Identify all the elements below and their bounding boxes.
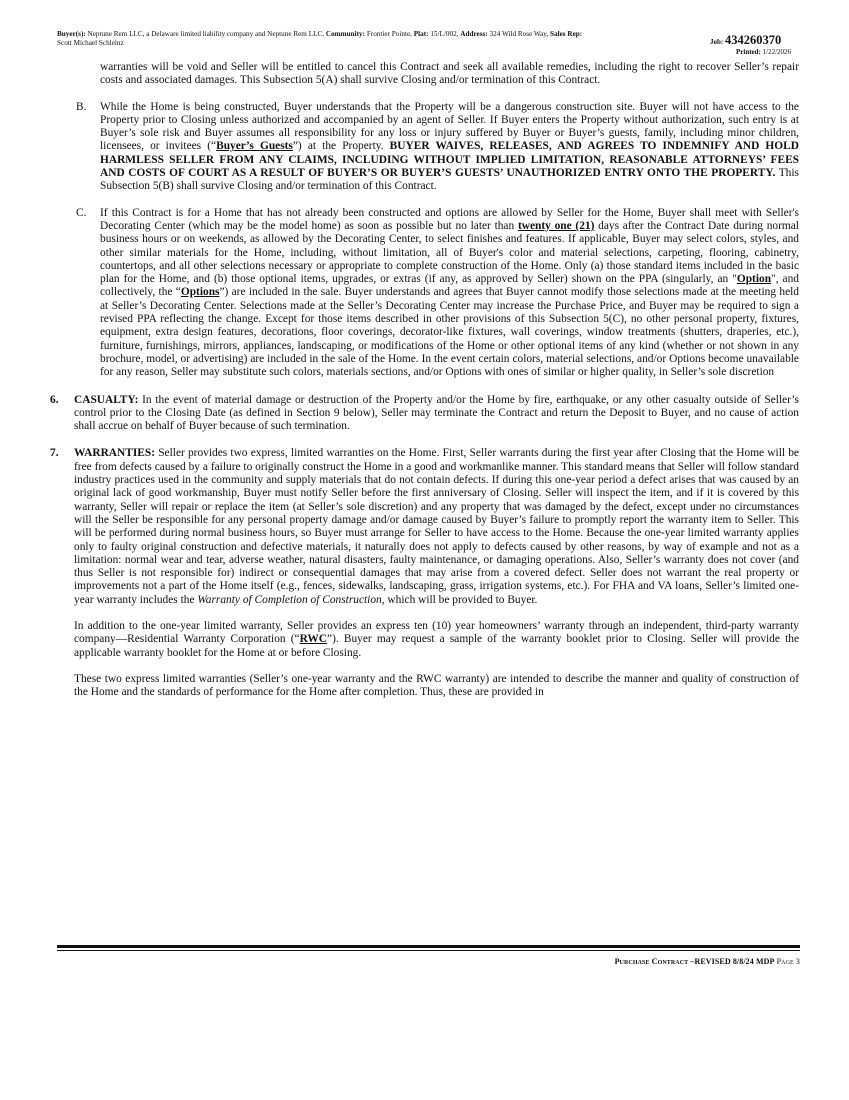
subsection-b-label: B. [76,100,87,113]
section-7-number: 7. [50,447,59,460]
options-term: Options [180,286,220,299]
buyers-guests-term: Buyer’s Guests [216,140,293,153]
section-7-warranties: 7. WARRANTIES: Seller provides two express, limited warranties on the Home. First, Seller warrants during the first year after Closing that the Home will be free from defects caused by a failure to originally construct the Home in a good and workmanlike manner. This standard means that Seller will follow standard industry practices used in the community and supply materials that do not contain defects. If during this one-year period a defect arises that was caused by an original lack of good workmanship, Buyer must notify Seller before the first anniversary of Closing. Seller will inspect the item, and if it is covered by this warranty, Seller will repair or replace the item (at Seller’s sole discretion) and any property that was damaged by the defect, except under no circumstances will the Seller be responsible for any personal property damage and/or damage caused by Buyer’s failure to promptly report the warranty item to Seller. This will be performed during normal business hours, so Buyer must arrange for Seller to have access to the Home. Because the one-year limited warranty applies only to faulty original construction and defective materials, it naturally does not apply to defects caused by other reasons, by way of example and not as a limitation: normal wear and tear, adverse weather, natural disasters, faulty maintenance, or damaging operations. Also, Seller’s warranty does not cover (and thus Seller is not responsible for) indirect or consequential damages that may arise from a covered defect. Seller does not warrant the real property or improvements not a part of the Home itself (e.g., fences, sidewalks, landscaping, grass, irrigation systems, etc.). For FHA and VA loans, Seller’s limited one-year warranty includes the Warranty of Completion of Construction, which will be provided to Buyer. In addition to the one-year limited warranty, Seller provides an express ten (10) year homeowners’ warranty through an independent, third-party warranty company—Residential Warranty Corporation (“RWC”). Buyer may request a sample of the warranty booklet prior to Closing. Seller will provide the applicable warranty booklet for the Home at or before Closing. These two express limited warranties (Seller’s one-year warranty and the RWC warranty) are intended to describe the manner and quality of construction of the Home and the standards of performance for the Home after completion. Thus, these are provided in [50,447,799,699]
footer-rule-thick [57,945,800,948]
warranty-completion-title: Warranty of Completion of Construction [197,593,382,606]
footer-label: Purchase Contract –REVISED 8/8/24 MDP [614,957,775,966]
rwc-paragraph: In addition to the one-year limited warranty, Seller provides an express ten (10) year homeowners’ warranty through an independent, third-party warranty company—Residential Warranty Corporation (“RWC”). Buyer may request a sample of the warranty booklet prior to Closing. Seller will provide the applicable warranty booklet for the Home at or before Closing. [74,619,799,659]
printed-date: 1/22/2026 [762,48,792,56]
document-header [57,30,797,48]
printed-block [736,48,791,56]
job-number: 434260370 [724,33,782,47]
footer-rule-thin [57,950,800,951]
job-block [710,33,781,48]
deadline-days: twenty one (21) [517,219,595,232]
buyers-value: Neptune Rem LLC, a Delaware limited liability company and Neptune Rem LLC, [87,30,325,38]
rwc-term: RWC [299,633,328,646]
community-value: Frontier Pointe, [366,30,412,38]
plat-value: 15/L/002, [430,30,459,38]
sales-rep-value: Scott Michael Schleinz [57,39,124,47]
sales-rep-label: Sales Rep: [550,30,583,38]
section-6-title: CASUALTY: [74,393,139,406]
section-7-title: WARRANTIES: [74,447,156,460]
subsection-c: C. If this Contract is for a Home that has not already been constructed and options are allowed by Seller for the Home, Buyer shall meet with Seller's Decorating Center (which may be the model home) as soon as possible but no later than twenty one (21) days after the Contract Date during normal business hours or on weekends, as allowed by the Decorating Center, to select finishes and features. If applicable, Buyer may select colors, styles, and other similar materials for the Home, including, without limitation, all of Buyer's color and material selections, carpeting, flooring, cabinetry, countertops, and all other selections necessary or appropriate to complete construction of the Home. Only (a) those standard items included in the basic plan for the Home, and (b) those optional items, upgrades, or extras (if any, as approved by Seller) shown on the PPA (singularly, an "Option", and collectively, the “Options”) are included in the sale. Buyer understands and agrees that Buyer cannot modify those selections made at the meeting held at Seller’s Decorating Center. Selections made at the Seller’s Decorating Center may increase the Purchase Price, and Buyer may be required to sign a revised PPA reflecting the change. Except for those items described in other provisions of this Subsection 5(C), no other personal property, fixtures, equipment, extra design features, decorations, floor coverings, decorator-like fixtures, wall coverings, window treatments (shutters, draperies, etc.), furniture, furnishings, mirrors, appliances, landscaping, or modifications of the Home or other optional items of any kind (whether or not shown in any brochure, model, or advertising) are included in the sale of the Home. In the event certain colors, material selections, and/or Options become unavailable for any reason, Seller may substitute such colors, materials sections, and/or Options with ones of similar or higher quality, in Seller’s sole discretion [76,206,799,379]
address-label: Address: [460,30,488,38]
community-label: Community: [325,30,366,38]
page-number: Page 3 [776,957,800,966]
subsection-b: B. While the Home is being constructed, Buyer understands that the Property will be a dangerous construction site. Buyer will not have access to the Property prior to Closing unless authorized and accompanied by an agent of Seller. If Buyer enters the Property without authorization, such entry is at Buyer’s sole risk and Buyer assumes all responsibility for any loss or injury suffered by Buyer or Buyer’s guests, family, including minor children, licensees, or invitees (“Buyer’s Guests”) at the Property. BUYER WAIVES, RELEASES, AND AGREES TO INDEMNIFY AND HOLD HARMLESS SELLER FROM ANY CLAIMS, INCLUDING WITHOUT IMPLIED LIMITATION, REASONABLE ATTORNEYS’ FEES AND COSTS OF COURT AS A RESULT OF BUYER’S OR BUYER’S GUESTS’ UNAUTHORIZED ENTRY ONTO THE PROPERTY. This Subsection 5(B) shall survive Closing and/or termination of this Contract. [76,100,799,193]
printed-label: Printed: [736,48,761,56]
document-body [50,61,799,699]
waiver-clause: BUYER WAIVES, RELEASES, AND AGREES TO INDEMNIFY AND HOLD HARMLESS SELLER FROM ANY CLAIMS, INCLUDING WITHOUT IMPLIED LIMITATION, REASONABLE ATTORNEYS’ FEES AND COSTS OF COURT AS A RESULT OF BUYER’S OR BUYER’S GUESTS’ UNAUTHORIZED ENTRY ONTO THE PROPERTY. [100,140,799,180]
buyers-label: Buyer(s): [57,30,86,38]
subsection-c-label: C. [76,206,87,219]
section-6-number: 6. [50,393,59,406]
section-6-casualty: 6. CASUALTY: In the event of material damage or destruction of the Property and/or the Home by fire, earthquake, or any other casualty outside of Seller’s control prior to the Closing Date (as defined in Section 9 below), Seller may terminate the Contract and return the Deposit to Buyer, and no cause of action shall accrue on behalf of Buyer because of such termination. [50,393,799,433]
page-footer [615,957,800,966]
plat-label: Plat: [413,30,429,38]
job-label: Job: [710,38,724,46]
address-value: 324 Wild Rose Way, [489,30,549,38]
option-term: Option [736,273,772,286]
intro-paragraph: warranties will be void and Seller will be entitled to cancel this Contract and seek all available remedies, including the right to recover Seller’s repair costs and associated damages. This Subsection 5(A) shall survive Closing and/or termination of this Contract. [100,61,799,87]
warranties-summary-paragraph: These two express limited warranties (Seller’s one-year warranty and the RWC warranty) are intended to describe the manner and quality of construction of the Home and the standards of performance for the Home after completion. Thus, these are provided in [74,672,799,699]
